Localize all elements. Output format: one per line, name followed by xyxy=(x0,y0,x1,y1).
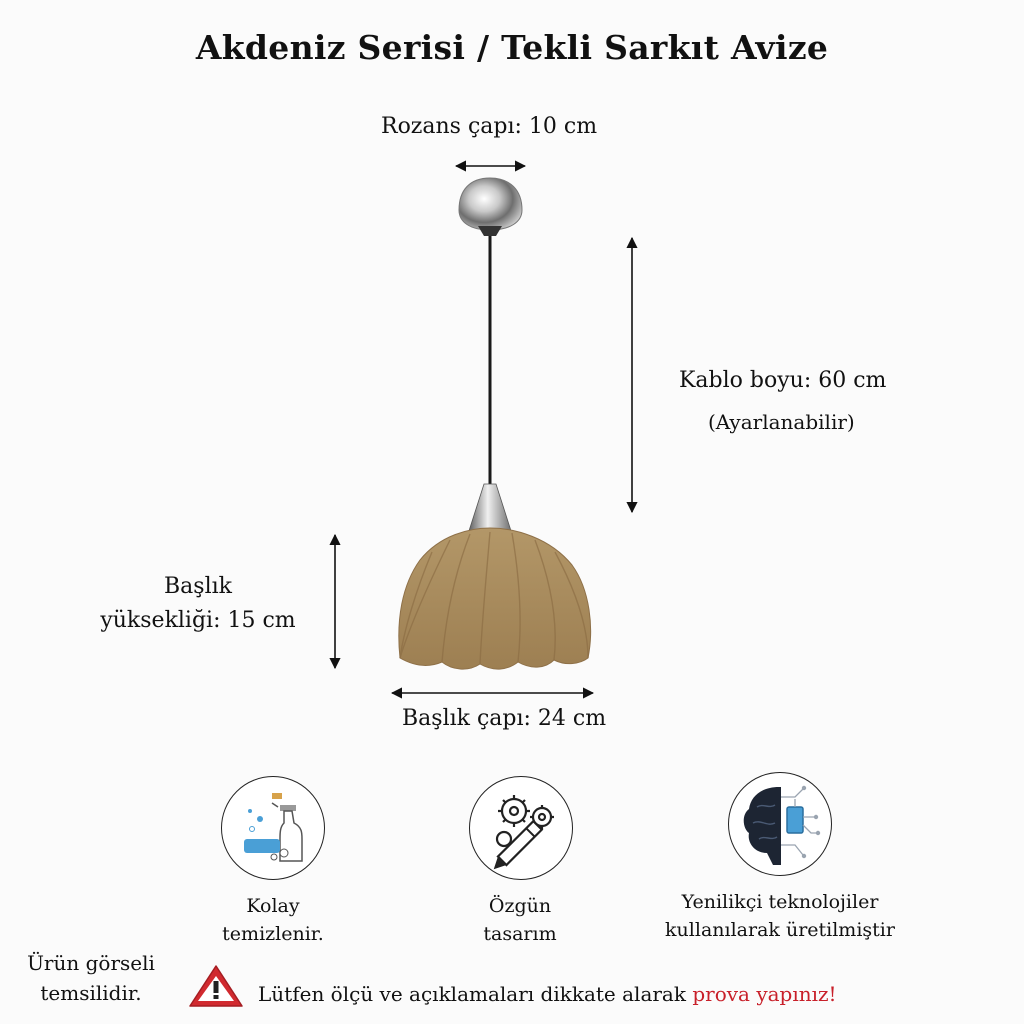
feature-original-design xyxy=(420,892,620,948)
rosette-canopy xyxy=(459,178,522,236)
socket-holder xyxy=(468,484,512,534)
feature-original-design-line1: Özgün xyxy=(488,895,552,917)
head-height-label xyxy=(100,570,296,638)
head-height-line2: yüksekliği: 15 cm xyxy=(100,608,296,633)
cleaning-spray-icon xyxy=(221,776,325,880)
representative-note-line2: temsilidir. xyxy=(40,981,142,1005)
warning-text: Lütfen ölçü ve açıklamaları dikkate alarak xyxy=(258,982,693,1006)
head-height-line1: Başlık xyxy=(164,574,232,599)
feature-easy-clean-line1: Kolay xyxy=(246,895,300,917)
feature-original-design-line2: tasarım xyxy=(483,923,557,945)
brain-circuit-icon xyxy=(728,772,832,876)
lamp-shade xyxy=(399,528,591,669)
warning-highlight: prova yapınız! xyxy=(692,982,837,1006)
feature-innovative-tech-line2: kullanılarak üretilmiştir xyxy=(665,919,895,941)
feature-innovative-tech xyxy=(660,888,900,944)
rosette-diameter-label: Rozans çapı: 10 cm xyxy=(381,114,598,139)
head-diameter-label: Başlık çapı: 24 cm xyxy=(402,706,607,731)
representative-note-line1: Ürün görseli xyxy=(27,951,155,975)
cable-adjustable-note: (Ayarlanabilir) xyxy=(708,410,855,434)
page-title: Akdeniz Serisi / Tekli Sarkıt Avize xyxy=(195,28,829,67)
feature-easy-clean xyxy=(173,892,373,948)
feature-easy-clean-line2: temizlenir. xyxy=(222,923,324,945)
warning-message xyxy=(258,982,837,1006)
warning-icon xyxy=(190,966,242,1006)
cable-length-label: Kablo boyu: 60 cm xyxy=(679,368,887,393)
representative-image-note xyxy=(8,948,174,1008)
feature-innovative-tech-line1: Yenilikçi teknolojiler xyxy=(681,891,879,913)
gear-pencil-icon xyxy=(469,776,573,880)
